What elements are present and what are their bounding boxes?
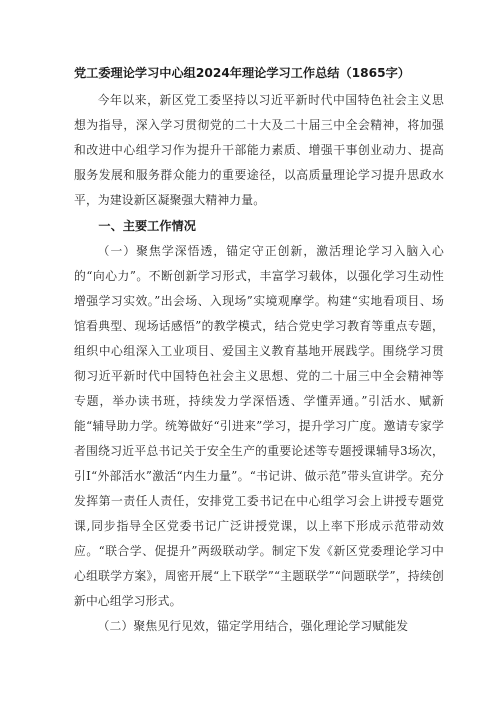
body-paragraph-continued: （二）聚焦见行见效，锚定学用结合，强化理论学习赋能发 [97,619,409,633]
intro-paragraph: 今年以来，新区党工委坚持以习近平新时代中国特色社会主义思想为指导，深入学习贯彻党的二十大及二十届三中全会精神，将加强和改进中心组学习作为提升干部能力素质、增强干事创业动力、提高服务发展和服务群众能力的重要途径，以高质量理论学习提升思政水平，为建设新区凝聚强大精神力量。 [74,93,444,207]
body-paragraph: （一）聚焦学深悟透，锚定守正创新，激活理论学习入脑入心的“向心力”。不断创新学习形式，丰富学习载体，以强化学习生动性增强学习实效。”出会场、入现场”实境观摩学。构建“实地看项目、场馆看典型、现场话感悟”的教学模式，结合党史学习教育等重点专题，组织中心组深入工业项目、爱国主义教育基地开展践学。围绕学习贯彻习近平新时代中国特色社会主义思想、党的二十届三中全会精神等专题，举办读书班，持续发力学深悟透、学懂弄通。”引活水、赋新能“辅导助力学。统筹做好“引进来”学习，提升学习广度。邀请专家学者围绕习近平总书记关于安全生产的重要论述等专题授课辅导3场次，引Ⅰ“外部活水”激活“内生力量”。“书记讲、做示范”带头宣讲学。充分发挥第一责任人责任，安排党工委书记在中心组学习会上讲授专题党课,同步指导全区党委书记广泛讲授党课，以上率下形成示范带动效应。“联合学、促提升”两级联动学。制定下发《新区党委理论学习中心组联学方案》，周密开展“上下联学”“主题联学”“问题联学”，持续创新中心组学习形式。 [74,244,444,608]
document-title: 党工委理论学习中心组2024年理论学习工作总结（1865字） [74,66,410,80]
section-heading: 一、主要工作情况 [98,219,196,233]
